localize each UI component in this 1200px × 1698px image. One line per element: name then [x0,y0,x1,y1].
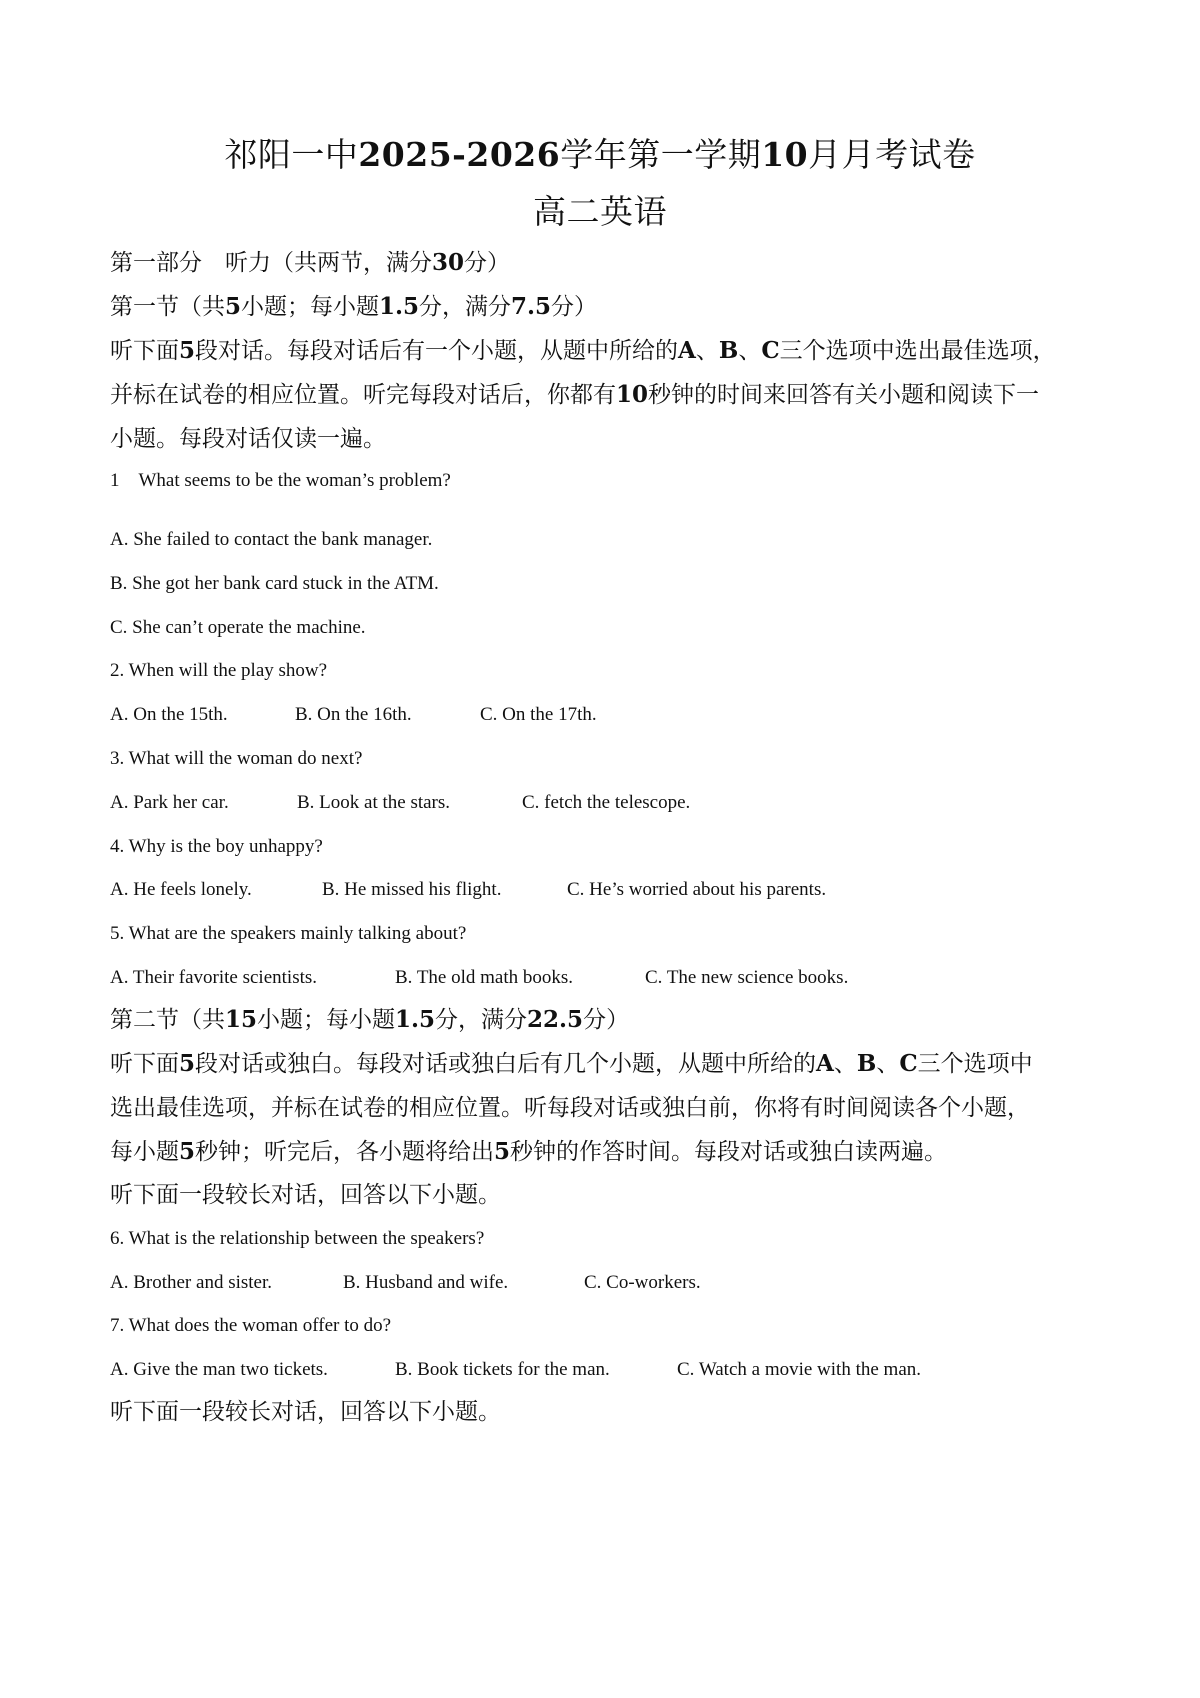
question-5-option-a: A. Their favorite scientists. [110,967,318,988]
section2-suffix: 分） [583,1007,630,1033]
instr-sep: 、 [876,1051,900,1077]
question-5-option-c: C. The new science books. [645,967,849,988]
instr-number: 5 [179,337,196,364]
question-5-stem: 5. What are the speakers mainly talking about? [110,923,467,944]
section1-total: 7.5 [511,293,552,320]
question-2-option-a: A. On the 15th. [110,704,228,725]
section1-instruction-1 [110,336,1056,366]
section1-points: 1.5 [379,293,420,320]
question-7-option-c: C. Watch a movie with the man. [677,1359,922,1380]
instr-sep: 、 [695,338,719,364]
instr-text: 秒钟的作答时间。每段对话或独白读两遍。 [510,1139,948,1165]
section2-each: 小题；每小题 [257,1007,396,1033]
school-year: 2025-2026 [358,135,561,174]
section2-label: 第二节（共 [110,1007,225,1033]
question-4-option-a: A. He feels lonely. [110,879,252,900]
question-2-option-c: C. On the 17th. [480,704,597,725]
section2-instruction-1 [110,1049,1033,1079]
section1-instruction-2 [110,380,1039,410]
instr-text: 每小题 [110,1139,179,1165]
question-6-stem: 6. What is the relationship between the speakers? [110,1228,485,1249]
instr-letter: C [899,1050,918,1077]
question-2-stem: 2. When will the play show? [110,660,328,681]
section2-total: 22.5 [527,1006,584,1033]
question-4-stem: 4. Why is the boy unhappy? [110,836,323,857]
school-name: 祁阳一中 [224,135,359,174]
long-dialog-intro-2: 听下面一段较长对话，回答以下小题。 [110,1399,501,1425]
exam-subtitle: 高二英语 [533,192,667,231]
question-6-option-b: B. Husband and wife. [343,1272,509,1293]
instr-text: 秒钟；听完后，各小题将给出 [195,1139,495,1165]
question-5-option-b: B. The old math books. [395,967,574,988]
section2-points: 1.5 [395,1006,436,1033]
instr-text: 听下面 [110,338,179,364]
section1-label: 第一节（共 [110,294,225,320]
question-3-stem: 3. What will the woman do next? [110,748,363,769]
question-6-option-c: C. Co-workers. [584,1272,701,1293]
instr-text: 秒钟的时间来回答有关小题和阅读下一 [648,382,1040,408]
question-7-stem: 7. What does the woman offer to do? [110,1315,392,1336]
question-4-option-c: C. He’s worried about his parents. [567,879,827,900]
part1-suffix: 分） [464,250,511,276]
section2-instruction-2: 选出最佳选项，并标在试卷的相应位置。听每段对话或独白前，你将有时间阅读各个小题， [110,1095,1030,1121]
part1-label: 第一部分 听力（共两节，满分 [110,250,432,276]
question-6-option-a: A. Brother and sister. [110,1272,273,1293]
long-dialog-intro-1: 听下面一段较长对话，回答以下小题。 [110,1182,501,1208]
question-7-option-b: B. Book tickets for the man. [395,1359,610,1380]
instr-letter: B [718,337,739,364]
instr-number: 5 [494,1138,511,1165]
instr-text: 听下面 [110,1051,179,1077]
instr-text: 并标在试卷的相应位置。听完每段对话后，你都有 [110,382,616,408]
instr-number: 5 [179,1050,196,1077]
section1-total-label: 分，满分 [419,294,512,320]
instr-sep: 、 [833,1051,857,1077]
section1-suffix: 分） [551,294,598,320]
question-3-option-a: A. Park her car. [110,792,229,813]
question-1-stem: 1 What seems to be the woman’s problem? [110,470,451,491]
part1-score: 30 [432,249,465,276]
question-4-option-b: B. He missed his flight. [322,879,502,900]
instr-letter: B [856,1050,877,1077]
exam-type: 月月考试卷 [808,135,976,174]
section2-instruction-3 [110,1137,947,1167]
instr-text: 段对话或独白。每段对话或独白后有几个小题，从题中所给的 [195,1051,817,1077]
instr-text: 段对话。每段对话后有一个小题，从题中所给的 [195,338,679,364]
question-1-option-b: B. She got her bank card stuck in the ATM. [110,573,439,594]
section2-header [110,1005,629,1035]
instr-letter: A [816,1050,834,1077]
section1-header [110,292,597,322]
instr-number: 10 [616,381,649,408]
section1-each: 小题；每小题 [241,294,380,320]
question-3-option-c: C. fetch the telescope. [522,792,691,813]
instr-text: 三个选项中 [917,1051,1033,1077]
semester: 学年第一学期 [560,135,762,174]
section2-count: 15 [225,1006,258,1033]
instr-letter: C [761,337,780,364]
section1-instruction-3: 小题。每段对话仅读一遍。 [110,426,386,452]
section1-count: 5 [225,293,242,320]
instr-letter: A [678,337,696,364]
part1-header [110,248,510,278]
question-7-option-a: A. Give the man two tickets. [110,1359,328,1380]
question-2-option-b: B. On the 16th. [295,704,412,725]
month-number: 10 [761,135,809,174]
question-1-option-c: C. She can’t operate the machine. [110,617,366,638]
exam-title [0,135,1200,175]
question-1-option-a: A. She failed to contact the bank manager. [110,529,433,550]
section2-total-label: 分，满分 [435,1007,528,1033]
question-3-option-b: B. Look at the stars. [297,792,451,813]
instr-number: 5 [179,1138,196,1165]
instr-text: 三个选项中选出最佳选项， [779,338,1056,364]
instr-sep: 、 [738,338,762,364]
